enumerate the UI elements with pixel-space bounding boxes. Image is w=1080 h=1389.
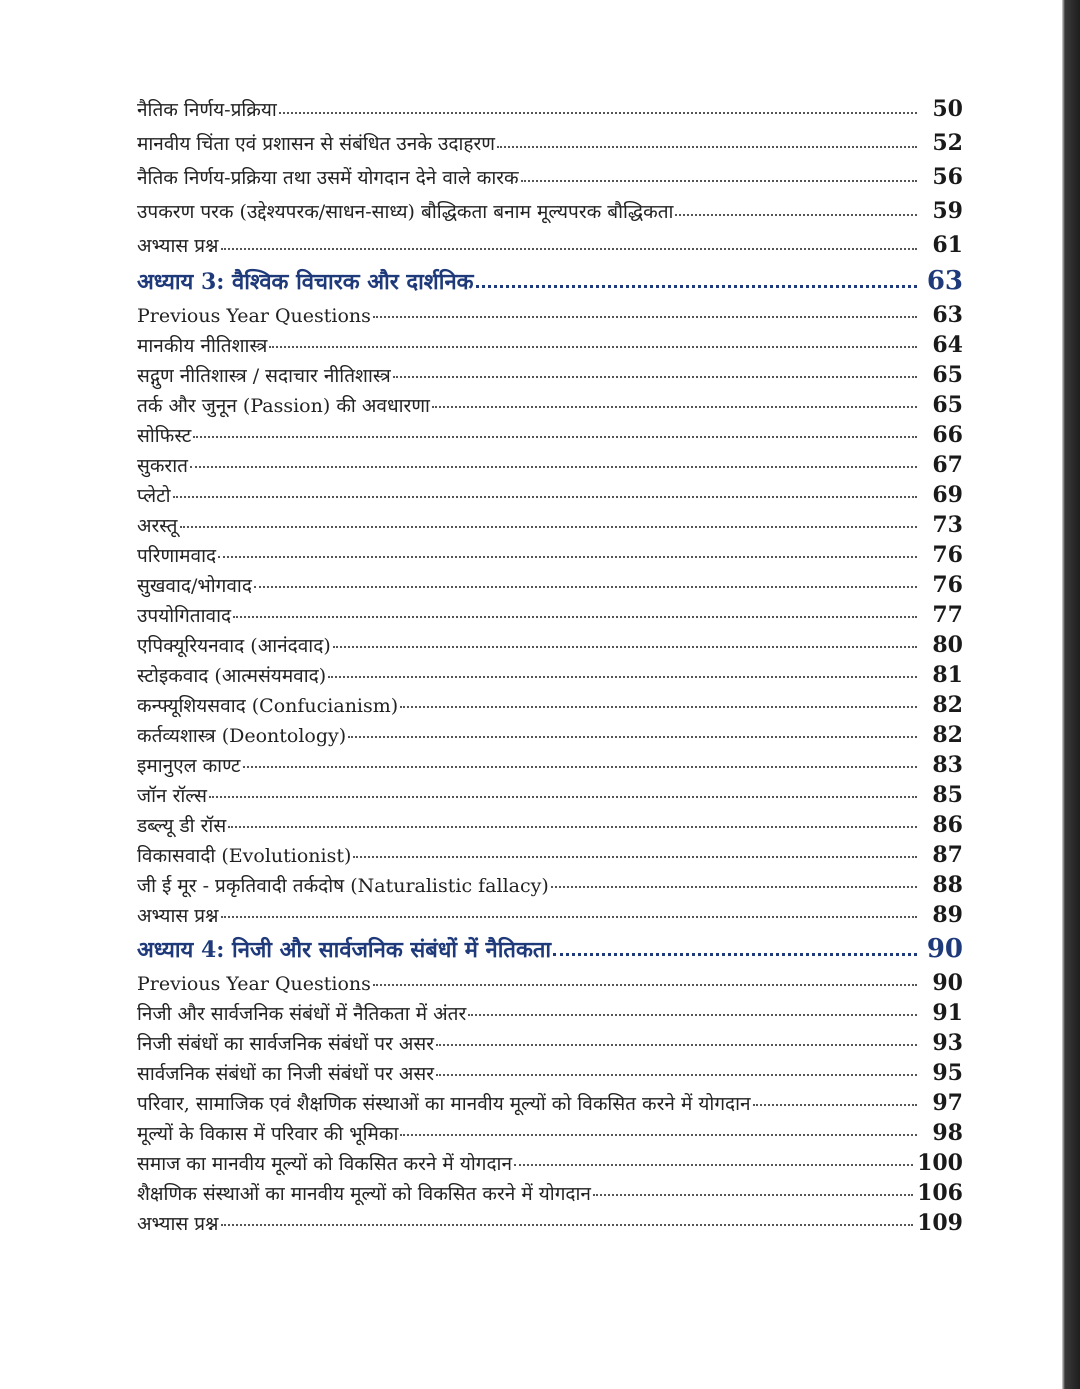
page-number: 59 — [932, 198, 963, 224]
toc-entry-title: जी ई मूर - प्रकृतिवादी तर्कदोष (Naturalistic fallacy) — [137, 875, 549, 897]
toc-entry — [137, 1208, 963, 1238]
toc-entry-title: अरस्तू — [137, 515, 178, 537]
dot-leader — [180, 525, 917, 528]
page-edge-shadow — [1062, 0, 1080, 1389]
toc-entry-title: जॉन रॉल्स — [137, 785, 207, 807]
toc-entry-title: मानकीय नीतिशास्त्र — [137, 335, 268, 357]
toc-entry — [137, 1148, 963, 1178]
page-number: 90 — [932, 970, 963, 996]
toc-entry — [137, 630, 963, 660]
page-number: 109 — [917, 1210, 963, 1236]
toc-entry-title: परिणामवाद — [137, 545, 217, 567]
toc-entry-title: उपकरण परक (उद्देश्यपरक/साधन-साध्य) बौद्धिकता बनाम मूल्यपरक बौद्धिकता — [137, 201, 674, 223]
dot-leader — [436, 1043, 917, 1046]
dot-leader — [243, 765, 918, 768]
toc-entry-title: Previous Year Questions — [137, 305, 371, 327]
dot-leader — [497, 145, 917, 148]
toc-entry-title: नैतिक निर्णय-प्रक्रिया तथा उसमें योगदान देने वाले कारक — [137, 167, 519, 189]
toc-entry-title: प्लेटो — [137, 485, 171, 507]
toc-entry — [137, 600, 963, 630]
toc-entry-title: सुखवाद/भोगवाद — [137, 575, 252, 597]
toc-entry — [137, 690, 963, 720]
dot-leader — [221, 247, 918, 250]
dot-leader — [476, 284, 917, 288]
toc-entry-title: निजी संबंधों का सार्वजनिक संबंधों पर असर — [137, 1033, 435, 1055]
dot-leader — [373, 983, 917, 986]
dot-leader — [348, 735, 917, 738]
page-number: 67 — [932, 452, 963, 478]
page-number: 83 — [932, 752, 963, 778]
page-number: 90 — [926, 934, 963, 964]
page-number: 91 — [932, 1000, 963, 1026]
toc-entry-title: सार्वजनिक संबंधों का निजी संबंधों पर असर — [137, 1063, 435, 1085]
page-number: 56 — [932, 164, 963, 190]
page-number: 66 — [932, 422, 963, 448]
toc-entry-title: सद्गुण नीतिशास्त्र / सदाचार नीतिशास्त्र — [137, 365, 391, 387]
page-number: 65 — [932, 362, 963, 388]
dot-leader — [400, 705, 917, 708]
toc-entry — [137, 720, 963, 750]
page-number: 76 — [932, 542, 963, 568]
toc-chapter-heading — [137, 262, 963, 300]
toc-entry — [137, 420, 963, 450]
toc-entry-title: अभ्यास प्रश्न — [137, 235, 219, 257]
toc-entry-title: कन्फ्यूशियसवाद (Confucianism) — [137, 695, 399, 717]
dot-leader — [521, 179, 917, 182]
dot-leader — [400, 1133, 917, 1136]
toc-entry-title: अभ्यास प्रश्न — [137, 905, 219, 927]
page-number: 95 — [932, 1060, 963, 1086]
toc-entry — [137, 510, 963, 540]
dot-leader — [393, 375, 917, 378]
page-number: 89 — [932, 902, 963, 928]
toc-entry — [137, 126, 963, 160]
toc-entry — [137, 194, 963, 228]
dot-leader — [269, 345, 917, 348]
dot-leader — [333, 645, 917, 648]
dot-leader — [553, 952, 917, 956]
toc-entry — [137, 92, 963, 126]
toc-entry — [137, 450, 963, 480]
dot-leader — [279, 111, 917, 114]
dot-leader — [551, 885, 917, 888]
toc-entry — [137, 228, 963, 262]
page-number: 65 — [932, 392, 963, 418]
dot-leader — [353, 855, 917, 858]
toc-entry — [137, 750, 963, 780]
toc-entry-title: डब्ल्यू डी रॉस — [137, 815, 227, 837]
dot-leader — [190, 465, 917, 468]
dot-leader — [173, 495, 917, 498]
dot-leader — [675, 213, 917, 216]
page-number: 52 — [932, 130, 963, 156]
dot-leader — [468, 1013, 917, 1016]
toc-entry-title: सुकरात — [137, 455, 188, 477]
page-number: 50 — [932, 96, 963, 122]
dot-leader — [228, 825, 917, 828]
toc-entry-title: इमानुएल काण्ट — [137, 755, 241, 777]
page-number: 88 — [932, 872, 963, 898]
toc-entry-title: एपिक्यूरियनवाद (आनंदवाद) — [137, 635, 331, 657]
toc-entry — [137, 360, 963, 390]
page-number: 82 — [932, 692, 963, 718]
toc-entry-title: सोफिस्ट — [137, 425, 192, 447]
page-number: 87 — [932, 842, 963, 868]
page-number: 69 — [932, 482, 963, 508]
toc-entry-title: निजी और सार्वजनिक संबंधों में नैतिकता में अंतर — [137, 1003, 467, 1025]
dot-leader — [753, 1103, 917, 1106]
dot-leader — [436, 1073, 917, 1076]
page-number: 64 — [932, 332, 963, 358]
page-number: 82 — [932, 722, 963, 748]
page-number: 86 — [932, 812, 963, 838]
page-number: 106 — [917, 1180, 963, 1206]
page-number: 63 — [926, 266, 963, 296]
toc-entry — [137, 840, 963, 870]
dot-leader — [373, 315, 917, 318]
toc-entry — [137, 660, 963, 690]
toc-entry — [137, 998, 963, 1028]
toc-entry-title: मानवीय चिंता एवं प्रशासन से संबंधित उनके उदाहरण — [137, 133, 496, 155]
toc-entry-title: उपयोगितावाद — [137, 605, 232, 627]
page-number: 81 — [932, 662, 963, 688]
toc-entry — [137, 570, 963, 600]
page-number: 98 — [932, 1120, 963, 1146]
toc-entry — [137, 780, 963, 810]
toc-entry-title: अभ्यास प्रश्न — [137, 1213, 219, 1235]
page-number: 93 — [932, 1030, 963, 1056]
page-number: 73 — [932, 512, 963, 538]
page-number: 77 — [932, 602, 963, 628]
dot-leader — [193, 435, 917, 438]
dot-leader — [221, 915, 918, 918]
dot-leader — [254, 585, 917, 588]
toc-entry-title: विकासवादी (Evolutionist) — [137, 845, 352, 867]
dot-leader — [209, 795, 917, 798]
dot-leader — [233, 615, 917, 618]
dot-leader — [218, 555, 917, 558]
dot-leader — [328, 675, 917, 678]
table-of-contents — [137, 92, 963, 1238]
dot-leader — [221, 1223, 914, 1226]
toc-entry — [137, 900, 963, 930]
toc-entry — [137, 160, 963, 194]
toc-entry — [137, 1058, 963, 1088]
toc-entry-title: Previous Year Questions — [137, 973, 371, 995]
dot-leader — [514, 1163, 913, 1166]
chapter-title: अध्याय 3: वैश्विक विचारक और दार्शनिक — [137, 269, 474, 295]
toc-entry — [137, 540, 963, 570]
page-number: 76 — [932, 572, 963, 598]
page-number: 85 — [932, 782, 963, 808]
toc-entry — [137, 810, 963, 840]
toc-entry — [137, 390, 963, 420]
toc-entry — [137, 870, 963, 900]
toc-entry-title: कर्तव्यशास्त्र (Deontology) — [137, 725, 347, 747]
toc-entry-title: समाज का मानवीय मूल्यों को विकसित करने में योगदान — [137, 1153, 513, 1175]
toc-entry — [137, 300, 963, 330]
toc-entry-title: मूल्यों के विकास में परिवार की भूमिका — [137, 1123, 399, 1145]
toc-entry — [137, 1178, 963, 1208]
toc-entry-title: स्टोइकवाद (आत्मसंयमवाद) — [137, 665, 327, 687]
toc-entry-title: परिवार, सामाजिक एवं शैक्षणिक संस्थाओं का मानवीय मूल्यों को विकसित करने में योगदान — [137, 1093, 751, 1115]
chapter-title: अध्याय 4: निजी और सार्वजनिक संबंधों में नैतिकता — [137, 937, 552, 963]
page-number: 97 — [932, 1090, 963, 1116]
toc-entry — [137, 968, 963, 998]
toc-entry-title: नैतिक निर्णय-प्रक्रिया — [137, 99, 277, 121]
toc-entry — [137, 1088, 963, 1118]
toc-entry — [137, 480, 963, 510]
toc-chapter-heading — [137, 930, 963, 968]
page-number: 61 — [932, 232, 963, 258]
page-number: 80 — [932, 632, 963, 658]
toc-entry — [137, 330, 963, 360]
page-number: 63 — [932, 302, 963, 328]
dot-leader — [432, 405, 917, 408]
toc-entry-title: शैक्षणिक संस्थाओं का मानवीय मूल्यों को विकसित करने में योगदान — [137, 1183, 591, 1205]
page-number: 100 — [917, 1150, 963, 1176]
dot-leader — [593, 1193, 913, 1196]
toc-entry — [137, 1028, 963, 1058]
toc-entry-title: तर्क और जुनून (Passion) की अवधारणा — [137, 395, 430, 417]
toc-entry — [137, 1118, 963, 1148]
